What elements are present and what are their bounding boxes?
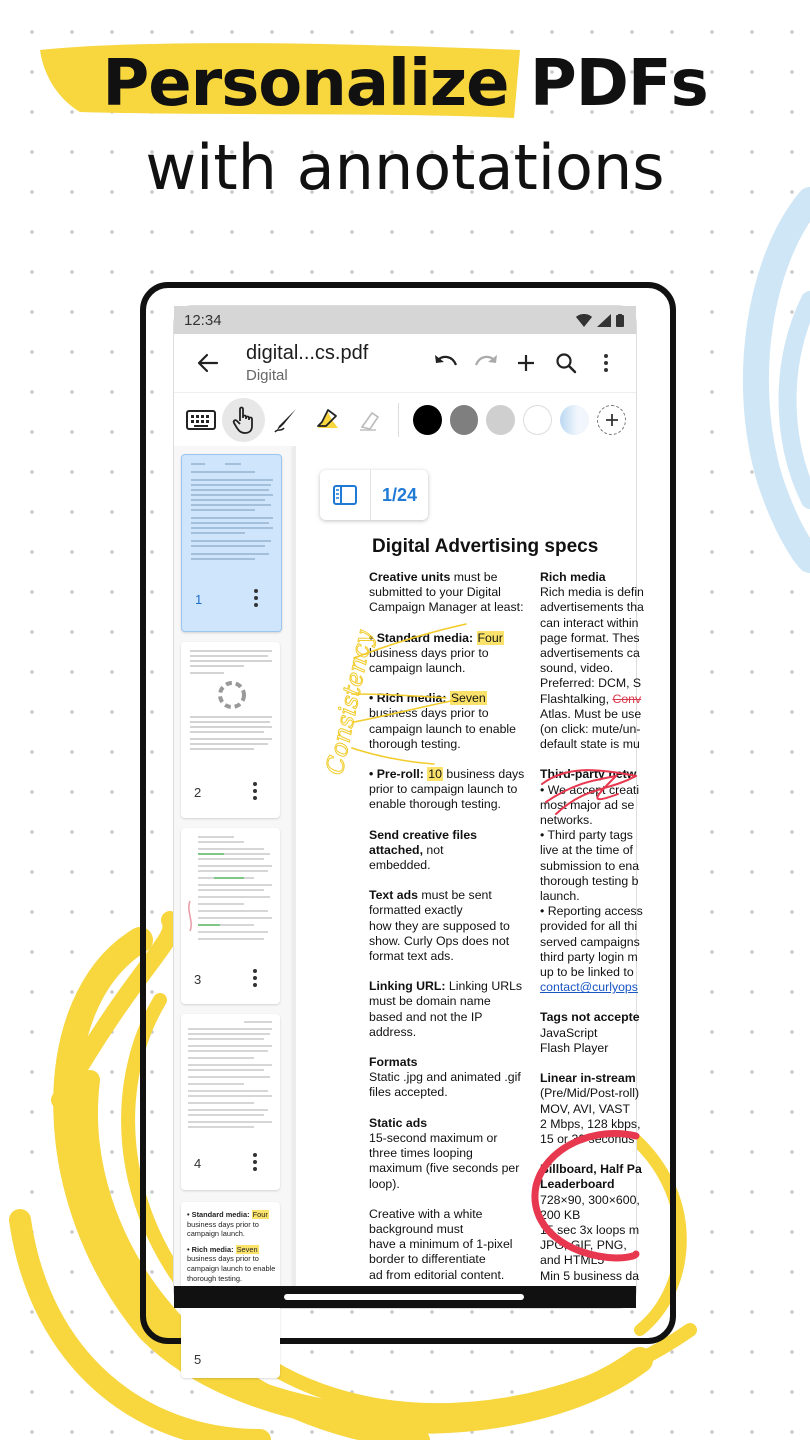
thumbnail-preview: • Standard media: Four business days prior to campaign launch. • Rich media: Seven business days prior to campaign launch to enable thorough testing. <box>187 1210 281 1299</box>
thumbnail-page-number: 2 <box>194 785 202 800</box>
headline <box>0 40 810 208</box>
battery-icon <box>616 314 624 327</box>
thumbnail-page-number: 5 <box>194 1352 202 1367</box>
thumbnail-preview <box>184 1017 277 1137</box>
page-indicator[interactable]: 1/24 <box>381 484 418 505</box>
search-icon[interactable] <box>546 343 586 383</box>
thumbnail-panel <box>174 446 290 1367</box>
thumbnail-page-number: 4 <box>194 1156 202 1171</box>
annotation-toolbar <box>174 393 636 448</box>
app-bar <box>174 334 636 393</box>
thumbnail-more-icon[interactable] <box>252 782 258 800</box>
highlighter-icon[interactable] <box>307 398 349 442</box>
pen-icon[interactable] <box>265 398 307 442</box>
document-heading: Digital Advertising specs <box>372 536 599 557</box>
thumbnail-page-number: 1 <box>195 592 203 607</box>
hand-pointer-icon[interactable] <box>222 398 264 442</box>
blue-scribble <box>756 200 810 560</box>
more-vert-icon[interactable] <box>586 343 626 383</box>
document-left-column: Creative units must be submitted to your Digital Campaign Manager at least: • Standard media: Four business days prior to campaign launch. • Rich media: Seven business days prior to campaign launch to enable thorough testing. • Pre-roll: 10 business days prior to campaign launch to enable thorough testing. Send creative files attached, not embedded. Text ads must be sent formatted exactly how they are supposed to show. Curly Ops does not format text ads. Linking URL: Linking URLs must be domain name based and not the IP address. Formats Static .jpg and animated .gif files accepted. Static ads 15-second maximum or three times looping maximum (five seconds per loop). Creative with a white background must have a minimum of 1-pixel border to differentiate ad from editorial content. <box>369 570 525 1282</box>
document-folder: Digital <box>246 367 288 384</box>
redo-icon[interactable] <box>466 343 506 383</box>
page-thumbnail-2[interactable] <box>181 642 280 818</box>
page-thumbnail-4[interactable] <box>181 1014 280 1190</box>
wifi-icon <box>576 314 592 327</box>
annotation-circle <box>535 1133 636 1258</box>
color-swatch-light-blue[interactable] <box>560 405 589 435</box>
headline-line-1: Personalize PDFs <box>102 47 708 121</box>
thumbnail-more-icon[interactable] <box>252 1153 258 1171</box>
system-navigation-bar <box>174 1286 636 1308</box>
page-thumbnail-3[interactable] <box>181 828 280 1004</box>
page-thumbnail-1[interactable] <box>181 454 282 632</box>
thumbnail-preview <box>184 831 277 951</box>
back-arrow-icon[interactable] <box>188 343 228 383</box>
document-right-column: Rich media Rich media is defin advertisements tha can interact within page format. Thes advertisements ca sound, video. Preferred: DCM, S Flashtalking, Conv Atlas. Must be use (on click: mute/un- default state is mu Third-party netw • We accept creati most major ad se networks. • Third party tags live at the time of submission to ena thorough testing b launch. • Reporting access provided for all thi served campaigns third party login m up to be linked to contact@curlyops Tags not accepte JavaScript Flash Player Linear in-stream (Pre/Mid/Post-roll) MOV, AVI, VAST 2 Mbps, 128 kbps, 15 or 30 seconds Billboard, Half Pa Leaderboard 728×90, 300×600, 200 KB 15 sec 3x loops m JPG, GIF, PNG, and HTML5 Min 5 business da <box>540 570 644 1283</box>
page-viewer[interactable] <box>292 446 644 1308</box>
annotation-highlight: Seven <box>450 691 486 706</box>
annotation-highlight: 10 <box>428 767 442 782</box>
home-gesture-handle[interactable] <box>284 1294 524 1300</box>
annotation-overlay <box>296 446 636 1286</box>
add-color-icon[interactable] <box>597 405 626 435</box>
status-time: 12:34 <box>184 311 222 329</box>
thumbnail-more-icon[interactable] <box>253 589 259 607</box>
document-area <box>174 446 644 1367</box>
color-swatch-light-gray[interactable] <box>486 405 515 435</box>
annotation-highlight: Four <box>477 630 503 645</box>
color-swatch-white[interactable] <box>523 405 552 435</box>
thumbnail-preview <box>185 458 278 568</box>
annotation-handwriting: Consistency <box>320 627 379 778</box>
pdf-page <box>296 446 644 1308</box>
email-link[interactable]: contact@curlyops <box>540 980 638 995</box>
undo-icon[interactable] <box>426 343 466 383</box>
headline-line-2: with annotations <box>145 131 665 204</box>
keyboard-icon[interactable] <box>180 398 222 442</box>
add-icon[interactable] <box>506 343 546 383</box>
eraser-icon[interactable] <box>349 398 391 442</box>
thumbnail-more-icon[interactable] <box>252 969 258 987</box>
thumbnail-page-number: 3 <box>194 972 202 987</box>
phone-screen <box>174 306 644 1367</box>
color-swatch-black[interactable] <box>413 405 442 435</box>
signal-icon <box>597 314 611 327</box>
document-title[interactable]: digital...cs.pdf <box>246 342 369 364</box>
color-swatch-gray[interactable] <box>450 405 479 435</box>
thumbnail-preview <box>184 645 277 760</box>
status-bar <box>174 306 636 334</box>
